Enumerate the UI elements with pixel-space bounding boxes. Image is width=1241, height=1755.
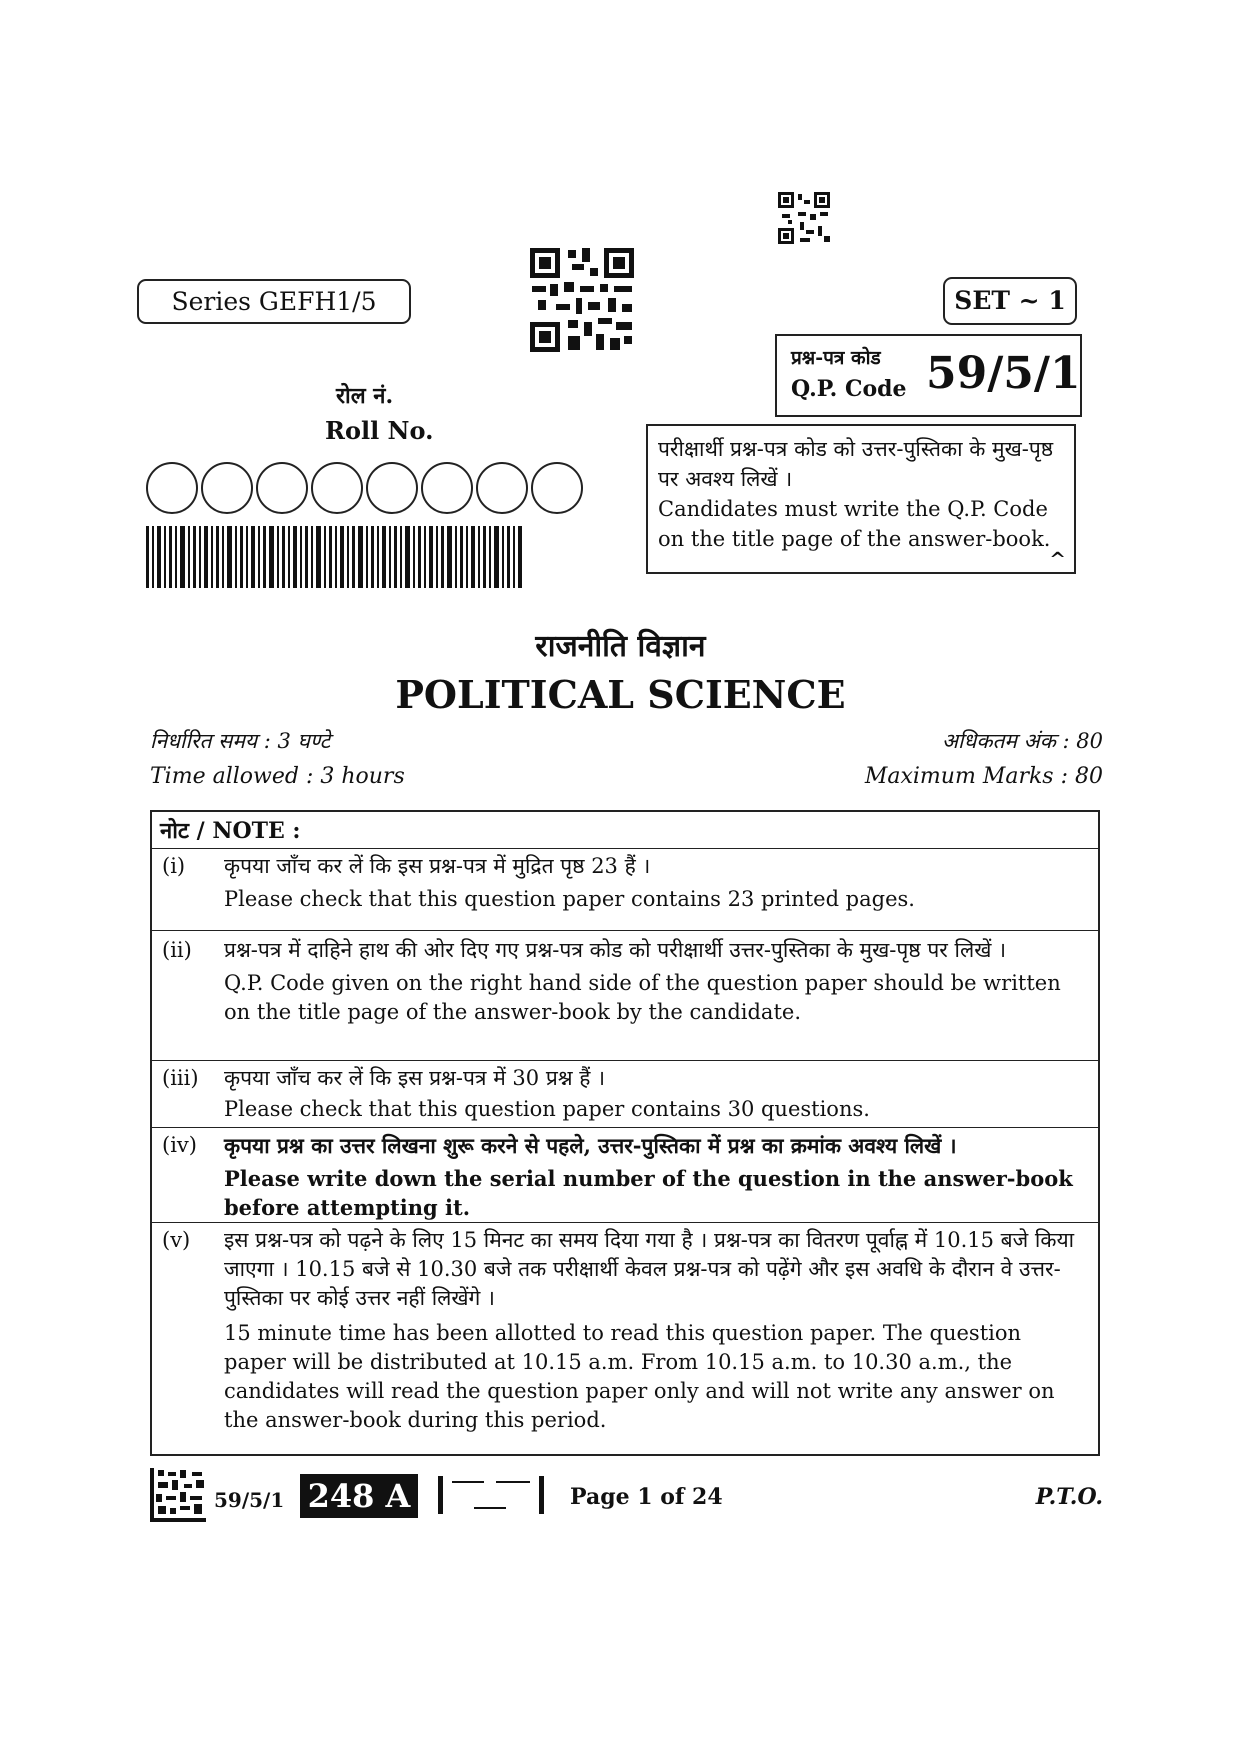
roll-no-digit-circle[interactable]: [146, 462, 198, 514]
qp-code-label-english: Q.P. Code: [791, 376, 907, 402]
series-label: Series GEFH1/5: [171, 287, 377, 316]
time-allowed-hindi: निर्धारित समय : 3 घण्टे: [150, 729, 331, 753]
instruction-english: Candidates must write the Q.P. Code on the title page of the answer-book.: [658, 497, 1051, 551]
qp-code-value: 59/5/1: [926, 348, 1081, 399]
roll-no-digit-circle[interactable]: [531, 462, 583, 514]
qr-code-main: [528, 246, 636, 354]
roll-no-digit-circle[interactable]: [366, 462, 418, 514]
roll-no-label-hindi: रोल नं.: [336, 383, 394, 409]
barcode: [146, 526, 524, 588]
subject-title-hindi: राजनीति विज्ञान: [535, 629, 706, 664]
row-divider: [152, 848, 1098, 849]
maximum-marks-hindi: अधिकतम अंक : 80: [941, 729, 1103, 753]
set-box: [943, 277, 1077, 325]
note-text-english: Please check that this question paper contains 30 questions.: [224, 1097, 870, 1121]
page-indicator: Page 1 of 24: [570, 1484, 723, 1510]
roll-no-digit-circle[interactable]: [421, 462, 473, 514]
pto-label: P.T.O.: [1035, 1484, 1103, 1510]
note-text-english: Please write down the serial number of the question in the answer-book before attempting it.: [224, 1166, 1073, 1220]
roll-no-digit-circle[interactable]: [476, 462, 528, 514]
time-allowed-english: Time allowed : 3 hours: [150, 764, 405, 789]
note-number: (v): [162, 1228, 191, 1252]
footer-registration-mark: [438, 1474, 544, 1516]
roll-no-digit-circle[interactable]: [256, 462, 308, 514]
note-text-english: Please check that this question paper contains 23 printed pages.: [224, 887, 915, 911]
subject-title-english: POLITICAL SCIENCE: [395, 672, 846, 717]
notes-table: [150, 810, 1100, 1456]
footer-qp-code: 59/5/1: [214, 1488, 285, 1512]
row-divider: [152, 930, 1098, 931]
maximum-marks-english: Maximum Marks : 80: [864, 764, 1103, 789]
row-divider: [152, 1127, 1098, 1128]
qr-code-small: [776, 190, 832, 246]
note-number: (iv): [162, 1133, 197, 1157]
footer-datamatrix: [150, 1468, 206, 1522]
roll-no-label-english: Roll No.: [325, 416, 434, 445]
note-text-english: 15 minute time has been allotted to read this question paper. The question paper will be distributed at 10.15 a.m. From 10.15 a.m. to 10.30 a.m., the candidates will read the question paper only and will not write any answer on the answer-book during this period.: [224, 1321, 1055, 1432]
note-text-hindi: कृपया जाँच कर लें कि इस प्रश्न-पत्र में मुद्रित पृष्ठ 23 हैं ।: [224, 854, 651, 878]
note-number: (i): [162, 854, 186, 878]
qp-code-label-hindi: प्रश्न-पत्र कोड: [791, 347, 881, 369]
note-text-hindi: इस प्रश्न-पत्र को पढ़ने के लिए 15 मिनट का समय दिया गया है । प्रश्न-पत्र का वितरण पूर्वाह्न में 10.15 बजे किया जाएगा । 10.15 बजे से 10.30 बजे तक परीक्षार्थी केवल प्रश्न-पत्र को पढ़ेंगे और इस अवधि के दौरान वे उत्तर-पुस्तिका पर कोई उत्तर नहीं लिखेंगे ।: [224, 1228, 1075, 1310]
qp-code-instruction-box: [646, 424, 1076, 574]
instruction-hindi: परीक्षार्थी प्रश्न-पत्र कोड को उत्तर-पुस्तिका के मुख-पृष्ठ पर अवश्य लिखें ।: [658, 437, 1054, 491]
caret-mark: ^: [1049, 547, 1066, 571]
qp-code-box: [775, 334, 1082, 417]
row-divider: [152, 1060, 1098, 1061]
note-number: (ii): [162, 938, 192, 962]
note-text-english: Q.P. Code given on the right hand side of the question paper should be written on the title page of the answer-book by the candidate.: [224, 971, 1061, 1024]
set-label: SET ~ 1: [954, 286, 1066, 315]
notes-heading: नोट / NOTE :: [160, 818, 301, 844]
footer-badge: 248 A: [300, 1474, 418, 1518]
roll-no-digit-circle[interactable]: [201, 462, 253, 514]
note-text-hindi: कृपया प्रश्न का उत्तर लिखना शुरू करने से पहले, उत्तर-पुस्तिका में प्रश्न का क्रमांक अवश्य लिखें ।: [224, 1133, 957, 1158]
note-number: (iii): [162, 1066, 199, 1090]
series-box: [137, 279, 411, 324]
note-text-hindi: कृपया जाँच कर लें कि इस प्रश्न-पत्र में 30 प्रश्न हैं ।: [224, 1066, 606, 1090]
roll-no-digit-circle[interactable]: [311, 462, 363, 514]
row-divider: [152, 1222, 1098, 1223]
note-text-hindi: प्रश्न-पत्र में दाहिने हाथ की ओर दिए गए प्रश्न-पत्र कोड को परीक्षार्थी उत्तर-पुस्तिका के मुख-पृष्ठ पर लिखें ।: [224, 938, 1007, 962]
